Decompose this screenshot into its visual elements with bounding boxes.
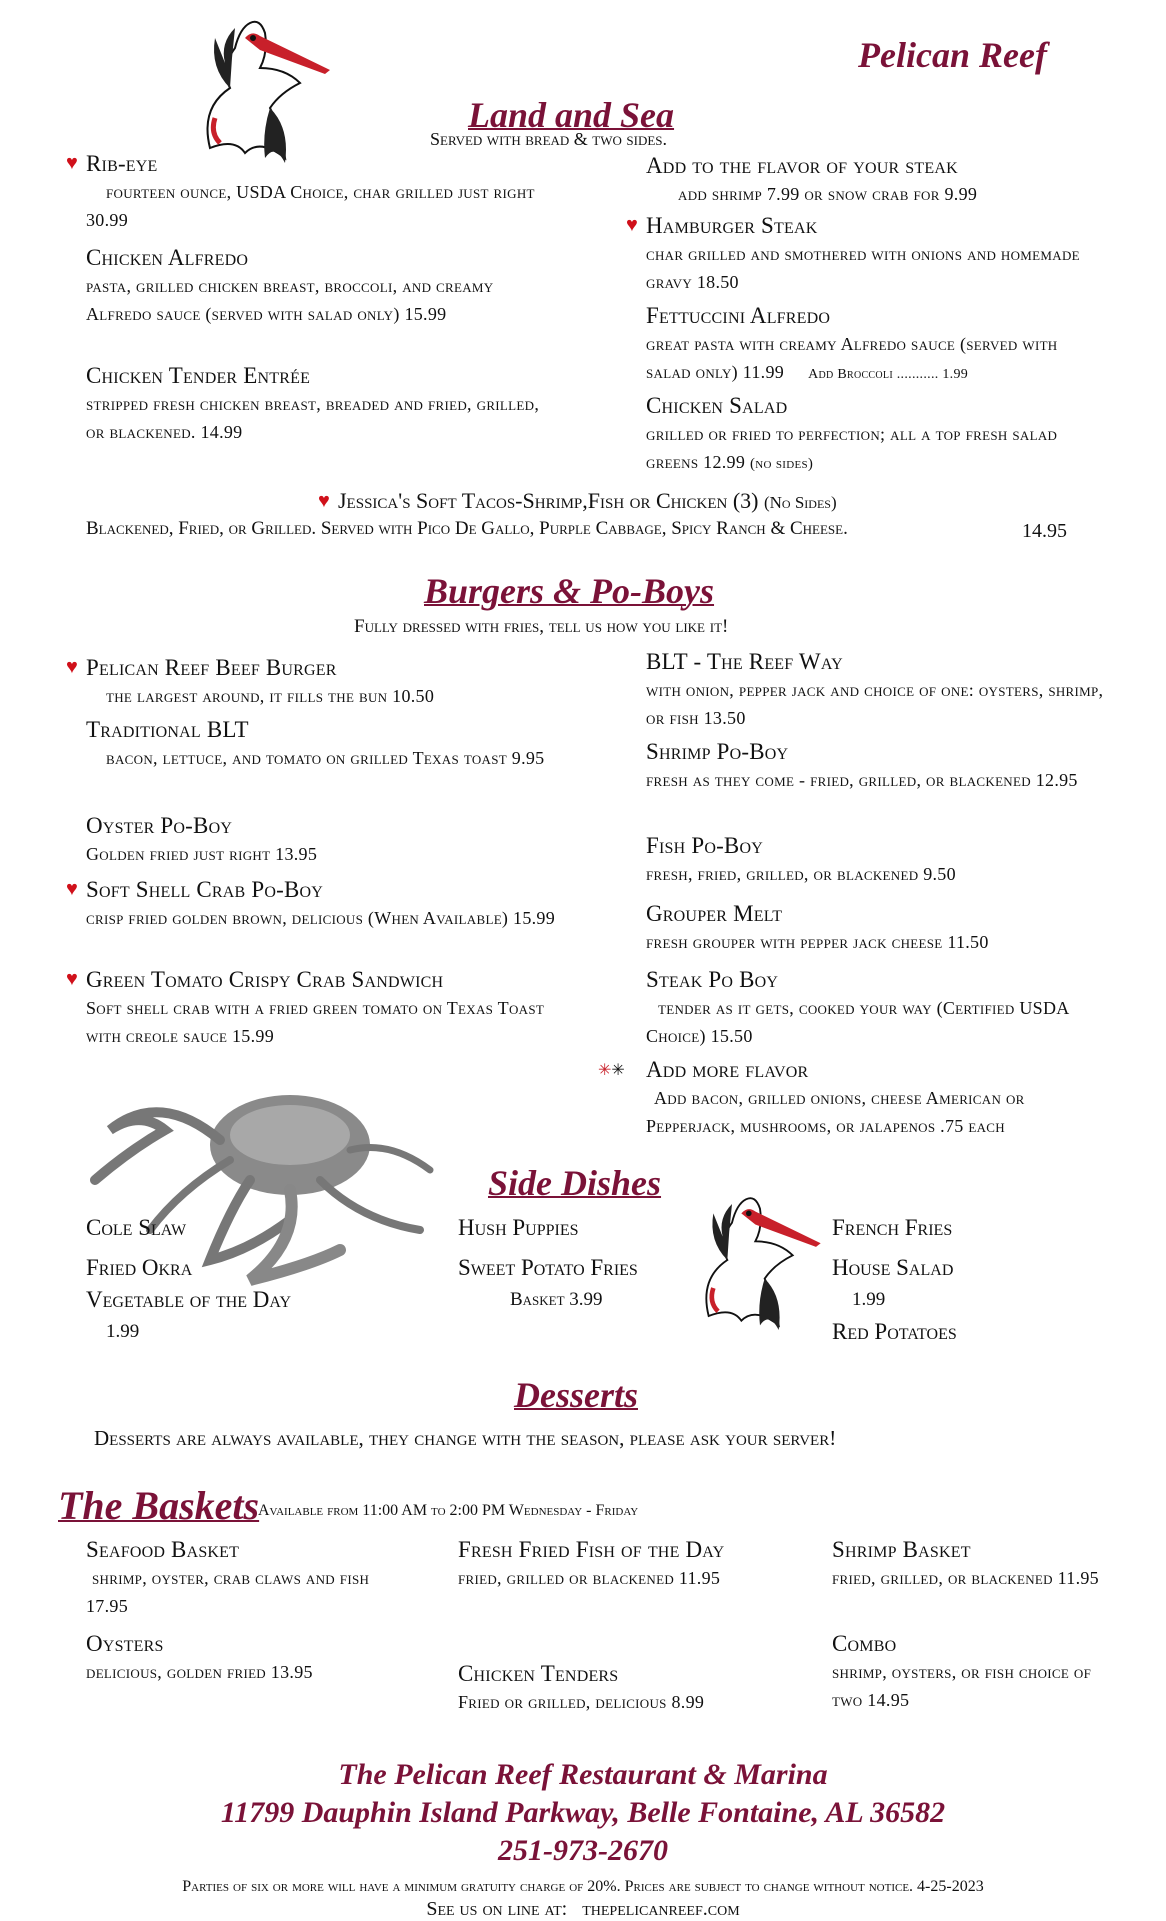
item-desc: char grilled and smothered with onions and homemade gravy 18.50	[646, 244, 1080, 292]
item-desc: Golden fried just right 13.95	[86, 844, 318, 864]
item-name: Chicken Tenders	[458, 1661, 619, 1686]
burgers-title: Burgers & Po-Boys	[424, 571, 715, 611]
side-price: 1.99	[852, 1289, 886, 1310]
basket-fresh-fish	[458, 1536, 728, 1592]
restaurant-name: Pelican Reef	[858, 35, 1047, 75]
menu-item-chicken-tender-entree	[86, 362, 556, 446]
menu-item-green-tomato-crab	[86, 966, 556, 1050]
item-desc: Fried or grilled, delicious 8.99	[458, 1692, 705, 1712]
heart-icon: ♥	[66, 152, 78, 174]
item-name: Chicken Tender Entrée	[86, 363, 311, 388]
menu-item-add-more-flavor	[646, 1056, 1116, 1140]
side-item: House Salad	[832, 1255, 954, 1280]
item-name: Green Tomato Crispy Crab Sandwich	[86, 967, 444, 992]
menu-item-soft-shell-crab	[86, 876, 556, 932]
menu-item-rib-eye	[86, 150, 546, 234]
menu-item-soft-tacos	[338, 488, 837, 514]
pelican-illustration	[690, 1180, 830, 1340]
item-desc: tender as it gets, cooked your way (Certified USDA Choice) 15.50	[646, 998, 1069, 1046]
item-name: Grouper Melt	[646, 901, 783, 926]
item-name: Pelican Reef Beef Burger	[86, 655, 337, 680]
menu-item-blt-reef-way	[646, 648, 1116, 732]
item-desc: add shrimp 7.99 or snow crab for 9.99	[678, 184, 978, 204]
menu-item-fish-po-boy	[646, 832, 1106, 888]
item-desc: crisp fried golden brown, delicious (When Available) 15.99	[86, 908, 556, 928]
item-name: Oysters	[86, 1631, 164, 1656]
menu-item-add-flavor-steak	[646, 152, 1116, 208]
item-name: Chicken Alfredo	[86, 245, 249, 270]
item-name: BLT - The Reef Way	[646, 649, 843, 674]
menu-item-oyster-po-boy	[86, 812, 556, 868]
item-desc	[646, 420, 1106, 478]
item-name: Shrimp Po-Boy	[646, 739, 789, 764]
side-dishes-title: Side Dishes	[488, 1163, 662, 1203]
item-desc: delicious, golden fried 13.95	[86, 1662, 313, 1682]
menu-item-steak-po-boy	[646, 966, 1106, 1050]
item-name: Soft Shell Crab Po-Boy	[86, 877, 324, 902]
item-name: Chicken Salad	[646, 393, 788, 418]
basket-seafood	[86, 1536, 376, 1620]
item-name: Seafood Basket	[86, 1537, 240, 1562]
item-name: Shrimp Basket	[832, 1537, 971, 1562]
land-and-sea-title: Land and Sea	[468, 95, 675, 135]
side-price: 1.99	[106, 1321, 140, 1342]
basket-chicken-tenders	[458, 1660, 728, 1716]
footer-address: 11799 Dauphin Island Parkway, Belle Fontaine, AL 36582	[220, 1796, 946, 1829]
baskets-availability: Available from 11:00 AM to 2:00 PM Wednesday - Friday	[258, 1502, 639, 1519]
heart-icon: ♥	[626, 214, 638, 236]
item-desc: fourteen ounce, USDA Choice, char grilled just right 30.99	[86, 182, 535, 230]
item-name: Jessica's Soft Tacos-Shrimp,Fish or Chicken (3)	[338, 488, 759, 513]
menu-item-grouper-melt	[646, 900, 1106, 956]
side-item: Vegetable of the Day	[86, 1287, 292, 1312]
desserts-title: Desserts	[514, 1375, 638, 1415]
side-item: Cole Slaw	[86, 1215, 187, 1240]
item-desc: pasta, grilled chicken breast, broccoli, and creamy Alfredo sauce (served with salad only) 15.99	[86, 276, 494, 324]
item-desc: Blackened, Fried, or Grilled. Served with Pico De Gallo, Purple Cabbage, Spicy Ranch & Cheese.	[86, 518, 848, 539]
heart-icon: ♥	[318, 490, 330, 512]
desserts-text: Desserts are always available, they change with the season, please ask your server!	[94, 1426, 837, 1450]
heart-icon: ♥	[66, 878, 78, 900]
item-desc-text: grilled or fried to perfection; all a top fresh salad greens 12.99	[646, 424, 1058, 472]
item-name: Steak Po Boy	[646, 967, 779, 992]
item-desc: shrimp, oyster, crab claws and fish 17.95	[86, 1568, 370, 1616]
no-sides-note: (No Sides)	[763, 493, 837, 512]
item-name: Combo	[832, 1631, 897, 1656]
side-price: Basket 3.99	[510, 1289, 603, 1310]
item-desc: Soft shell crab with a fried green tomato on Texas Toast with creole sauce 15.99	[86, 998, 545, 1046]
palm-icon: ✳✳	[598, 1062, 625, 1079]
side-item: Sweet Potato Fries	[458, 1255, 638, 1280]
item-desc: fresh grouper with pepper jack cheese 11.50	[646, 932, 989, 952]
item-desc: fried, grilled or blackened 11.95	[458, 1568, 721, 1588]
item-desc: Add bacon, grilled onions, cheese American or Pepperjack, mushrooms, or jalapenos .75 each	[646, 1088, 1025, 1136]
no-sides-note: (no sides)	[749, 456, 814, 472]
basket-shrimp	[832, 1536, 1112, 1592]
basket-combo	[832, 1630, 1112, 1714]
item-desc: fresh as they come - fried, grilled, or blackened 12.95	[646, 770, 1078, 790]
menu-item-shrimp-po-boy	[646, 738, 1106, 794]
item-name: Fish Po-Boy	[646, 833, 763, 858]
sides-col-3	[832, 1212, 957, 1348]
item-desc: shrimp, oysters, or fish choice of two 14.95	[832, 1662, 1092, 1710]
menu-item-traditional-blt	[86, 716, 556, 772]
land-and-sea-subtitle: Served with bread & two sides.	[430, 129, 668, 149]
side-item: French Fries	[832, 1215, 953, 1240]
item-name: Add to the flavor of your steak	[646, 153, 958, 178]
soft-tacos-desc	[86, 518, 848, 540]
menu-item-chicken-salad	[646, 392, 1106, 478]
item-desc: fresh, fried, grilled, or blackened 9.50	[646, 864, 956, 884]
basket-oysters	[86, 1630, 346, 1686]
menu-item-hamburger-steak	[646, 212, 1106, 296]
item-name: Traditional BLT	[86, 717, 249, 742]
burgers-subtitle: Fully dressed with fries, tell us how you like it!	[354, 616, 729, 637]
item-desc: stripped fresh chicken breast, breaded and fried, grilled, or blackened. 14.99	[86, 394, 540, 442]
item-desc: the largest around, it fills the bun 10.50	[106, 686, 435, 706]
heart-icon: ♥	[66, 968, 78, 990]
side-item: Hush Puppies	[458, 1215, 579, 1240]
item-name: Oyster Po-Boy	[86, 813, 233, 838]
baskets-title: The Baskets	[58, 1483, 260, 1528]
item-name: Add more flavor	[646, 1057, 809, 1082]
item-name: Fresh Fried Fish of the Day	[458, 1537, 725, 1562]
item-desc: bacon, lettuce, and tomato on grilled Texas toast 9.95	[106, 748, 545, 768]
soft-tacos-price: 14.95	[1022, 520, 1067, 542]
item-desc: fried, grilled, or blackened 11.95	[832, 1568, 1099, 1588]
menu-item-chicken-alfredo	[86, 244, 556, 328]
pelican-illustration	[190, 8, 340, 168]
item-desc	[646, 330, 1106, 389]
heart-icon: ♥	[66, 656, 78, 678]
side-item: Fried Okra	[86, 1255, 193, 1280]
addon-broccoli: Add Broccoli ........... 1.99	[808, 367, 969, 382]
footer-phone: 251-973-2670	[498, 1834, 668, 1867]
sides-col-2	[458, 1212, 638, 1316]
footer-disclaimer: Parties of six or more will have a minimum gratuity charge of 20%. Prices are subject to change without notice. 4-25-2023	[182, 1878, 984, 1895]
item-name: Rib-eye	[86, 151, 158, 176]
footer-website-link[interactable]: See us on line at: thepelicanreef.com	[426, 1898, 740, 1920]
item-name: Fettuccini Alfredo	[646, 303, 831, 328]
sides-col-1	[86, 1212, 291, 1348]
item-name: Hamburger Steak	[646, 213, 818, 238]
menu-item-beef-burger	[86, 654, 556, 710]
item-desc-text: great pasta with creamy Alfredo sauce (served with salad only) 11.99	[646, 334, 1058, 382]
item-desc: with onion, pepper jack and choice of one: oysters, shrimp, or fish 13.50	[646, 680, 1104, 728]
menu-item-fettuccini-alfredo	[646, 302, 1106, 389]
side-item: Red Potatoes	[832, 1319, 957, 1344]
footer-restaurant-name: The Pelican Reef Restaurant & Marina	[338, 1758, 828, 1791]
